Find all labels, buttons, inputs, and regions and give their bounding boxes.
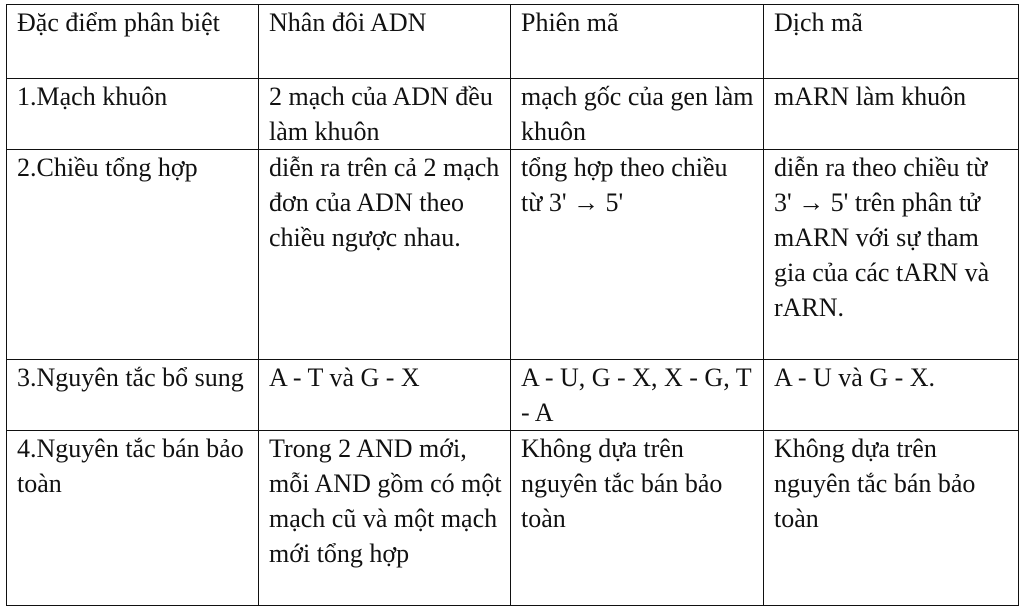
header-transcription-text: Phiên mã — [521, 8, 619, 37]
table-cell — [511, 150, 764, 360]
header-cell-feature — [7, 5, 259, 79]
table-cell — [511, 79, 764, 150]
table-row — [7, 79, 1019, 150]
row-3-transcription: A - U, G - X, X - G, T - A — [521, 363, 752, 427]
table-row — [7, 150, 1019, 360]
row-4-replication: Trong 2 AND mới, mỗi AND gồm có một mạch cũ và một mạch mới tổng hợp — [269, 434, 502, 568]
header-translation-text: Dịch mã — [774, 8, 863, 37]
table-cell — [7, 360, 259, 431]
row-2-translation: diễn ra theo chiều từ 3' → 5' trên phân tử mARN với sự tham gia của các tARN và rARN. — [774, 153, 990, 322]
header-replication-text: Nhân đôi ADN — [269, 8, 427, 37]
row-1-replication: 2 mạch của ADN đều làm khuôn — [269, 82, 493, 146]
header-cell-translation — [764, 5, 1019, 79]
table-row — [7, 431, 1019, 606]
table-cell — [259, 431, 511, 606]
row-4-feature: 4.Nguyên tắc bán bảo toàn — [17, 434, 244, 498]
table-cell — [511, 431, 764, 606]
table-cell — [764, 79, 1019, 150]
comparison-table — [6, 4, 1019, 606]
table-cell — [259, 79, 511, 150]
row-1-feature: 1.Mạch khuôn — [17, 82, 168, 111]
row-3-replication: A - T và G - X — [269, 363, 420, 392]
row-2-feature: 2.Chiều tổng hợp — [17, 153, 198, 182]
header-feature-text: Đặc điểm phân biệt — [17, 8, 220, 37]
table-cell — [259, 360, 511, 431]
table-header-row — [7, 5, 1019, 79]
row-3-translation: A - U và G - X. — [774, 363, 936, 392]
table-cell — [7, 79, 259, 150]
table-cell — [764, 360, 1019, 431]
table-cell — [764, 431, 1019, 606]
header-cell-transcription — [511, 5, 764, 79]
table-cell — [764, 150, 1019, 360]
row-2-replication: diễn ra trên cả 2 mạch đơn của ADN theo chiều ngược nhau. — [269, 153, 500, 252]
row-4-translation: Không dựa trên nguyên tắc bán bảo toàn — [774, 434, 976, 533]
table-cell — [7, 431, 259, 606]
row-1-transcription: mạch gốc của gen làm khuôn — [521, 82, 754, 146]
table-cell — [7, 150, 259, 360]
table-cell — [259, 150, 511, 360]
header-cell-replication — [259, 5, 511, 79]
row-2-transcription: tổng hợp theo chiều từ 3' → 5' — [521, 153, 728, 217]
table-row — [7, 360, 1019, 431]
row-4-transcription: Không dựa trên nguyên tắc bán bảo toàn — [521, 434, 723, 533]
row-3-feature: 3.Nguyên tắc bổ sung — [17, 363, 244, 392]
row-1-translation: mARN làm khuôn — [774, 82, 967, 111]
table-cell — [511, 360, 764, 431]
